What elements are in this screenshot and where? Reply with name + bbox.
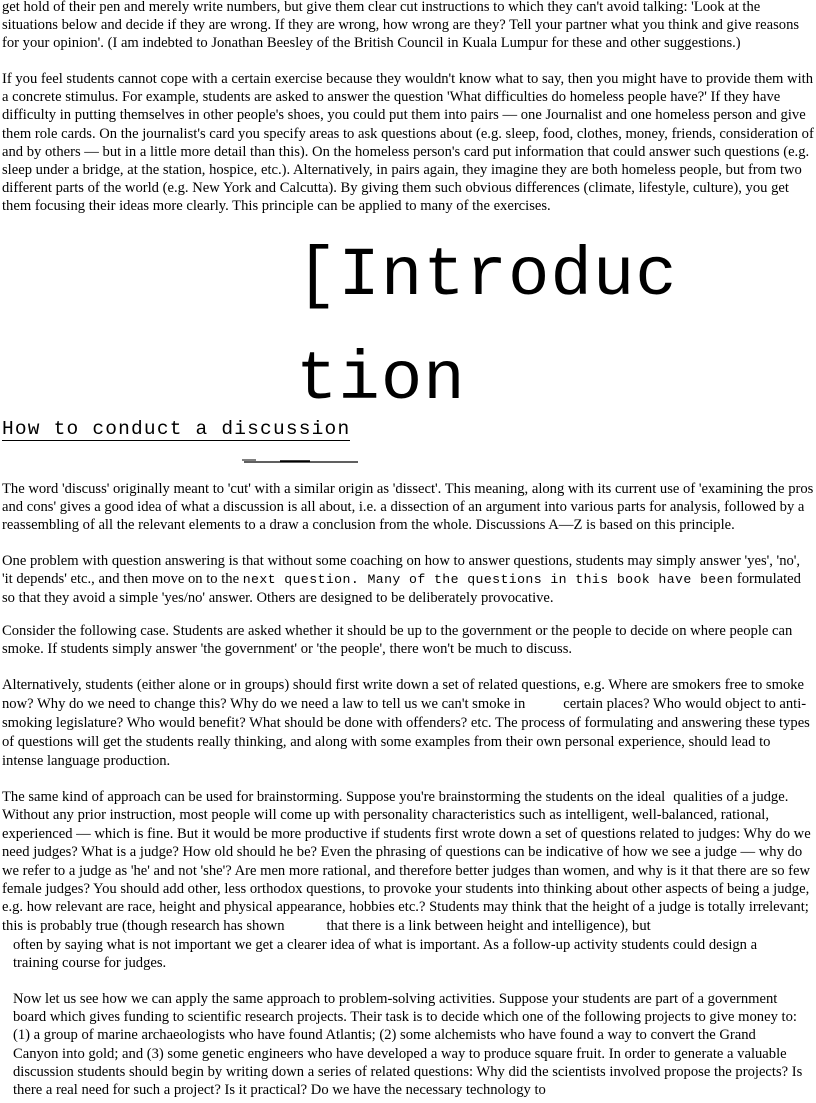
text-segment: certain places? Who would object to anti-smoking legislature? Who would benefit? What should be done with offenders? etc. The process of formulating and answering these types of questions will get the students really thinking, and along with some examples from their own personal experience, should lead to intense language production. [2, 696, 810, 769]
chapter-title: [Introduc tion [296, 237, 678, 419]
text-segment: that there is a link between height and intelligence), but [326, 917, 651, 934]
text-segment-mono: next question. Many of the questions in this book have been [242, 572, 734, 588]
text-segment: The same kind of approach can be used for brainstorming. Suppose you're brainstorming the students on the ideal [2, 789, 666, 805]
paragraph-brainstorming [2, 788, 814, 935]
text-segment: Alternatively, students (either alone or in groups) should first write down a set of related questions, e.g. Where are smokers free to smoke now? Why do we need to change this? Why do we need a law to tell us we can't smoke in [2, 677, 805, 712]
paragraph-concrete-stimulus: If you feel students cannot cope with a certain exercise because they wouldn't know what to say, then you might have to provide them with a concrete stimulus. For example, students are asked to answer the question 'What difficulties do homeless people have?' If they have difficulty in putting themselves in other people's shoes, you could put them into pairs — one Journalist and one homeless person and give them role cards. On the journalist's card you specify areas to ask questions about (e.g. sleep, food, clothes, money, friends, consideration of and by others — but in a little more detail than this). On the homeless person's card put information that could answer such questions (e.g. sleep under a bridge, at the station, hospice, etc.). Alternatively, in pairs again, they imagine they are both homeless people, but from two different parts of the world (e.g. New York and Calcutta). By giving them such obvious differences (climate, lifestyle, culture), you get them focusing their ideas more clearly. This principle can be applied to many of the exercises. [2, 71, 814, 215]
section-heading: How to conduct a discussion [2, 418, 351, 440]
paragraph-problem-solving: Now let us see how we can apply the same approach to problem-solving activities. Suppose your students are part of a government board which gives funding to scientific research projects. Their task is to decide which one of the following projects to give money to: (1) a group of marine archaeologists who have found Atlantis; (2) some alchemists who have found a way to convert the Grand Canyon into gold; and (3) some genetic engineers who have developed a way to produce square fruit. In order to generate a valuable discussion students should begin by writing down a series of related questions: Why did the scientists involved propose the projects? Is there a real need for such a project? Is it practical? Do we have the necessary technology to [13, 991, 803, 1099]
paragraph-smoking-case: Consider the following case. Students are asked whether it should be up to the government or the people to decide on where people can smoke. If students simply answer 'the government' or 'the people', there won't be much to discuss. [2, 623, 793, 658]
text-segment: qualities of a judge. Without any prior instruction, most people will come up with personality characteristics such as intelligent, well-balanced, rational, experienced — which is fine. But it would be more productive if students first wrote down a set of questions related to judges: Why do we need judges? What is a judge? How old should he be? Even the phrasing of questions can be indicative of how we see a judge — why do we refer to a judge as 'he' and not 'she'? Are men more rational, and therefore better judges than women, and why is it that there are so few female judges? You should add other, less orthodox questions, to provoke your students into thinking about other aspects of being a judge, e.g. how relevant are race, height and physical appearance, hobbies etc.? Students may think that the height of a judge is totally irrelevant; this is probably true (though research has shown [2, 789, 811, 934]
paragraph-discuss-meaning: The word 'discuss' originally meant to 'cut' with a similar origin as 'dissect'. This meaning, along with its current use of 'examining the pros and cons' gives a good idea of what a discussion is all about, i.e. a dissection of an argument into various parts for analysis, followed by a reassembling of all the relevant elements to a draw a conclusion from the whole. Discussions A—Z is based on this principle. [2, 481, 814, 534]
paragraph-question-answering [2, 552, 814, 608]
decorative-underline [240, 458, 358, 464]
paragraph-brainstorming-cont: often by saying what is not important we get a clearer idea of what is important. As a follow-up activity students could design a training course for judges. [13, 937, 758, 972]
text-segment: formulated so that they avoid a simple 'yes/no' answer. Others are designed to be deliberately provocative. [2, 571, 801, 607]
paragraph-related-questions [2, 676, 814, 771]
paragraph-intro-instructions: get hold of their pen and merely write numbers, but give them clear cut instructions to which they can't avoid talking: 'Look at the situations below and decide if they are wrong. If they are wrong, how wrong are they? Tell your partner what you think and give reasons for your opinion'. (I am indebted to Jonathan Beesley of the British Council in Kuala Lumpur for these and other suggestions.) [2, 0, 800, 52]
text-segment: One problem with question answering is that without some coaching on how to answer questions, students may simply answer 'yes', 'no', 'it depends' etc., and then move on to the [2, 553, 801, 588]
